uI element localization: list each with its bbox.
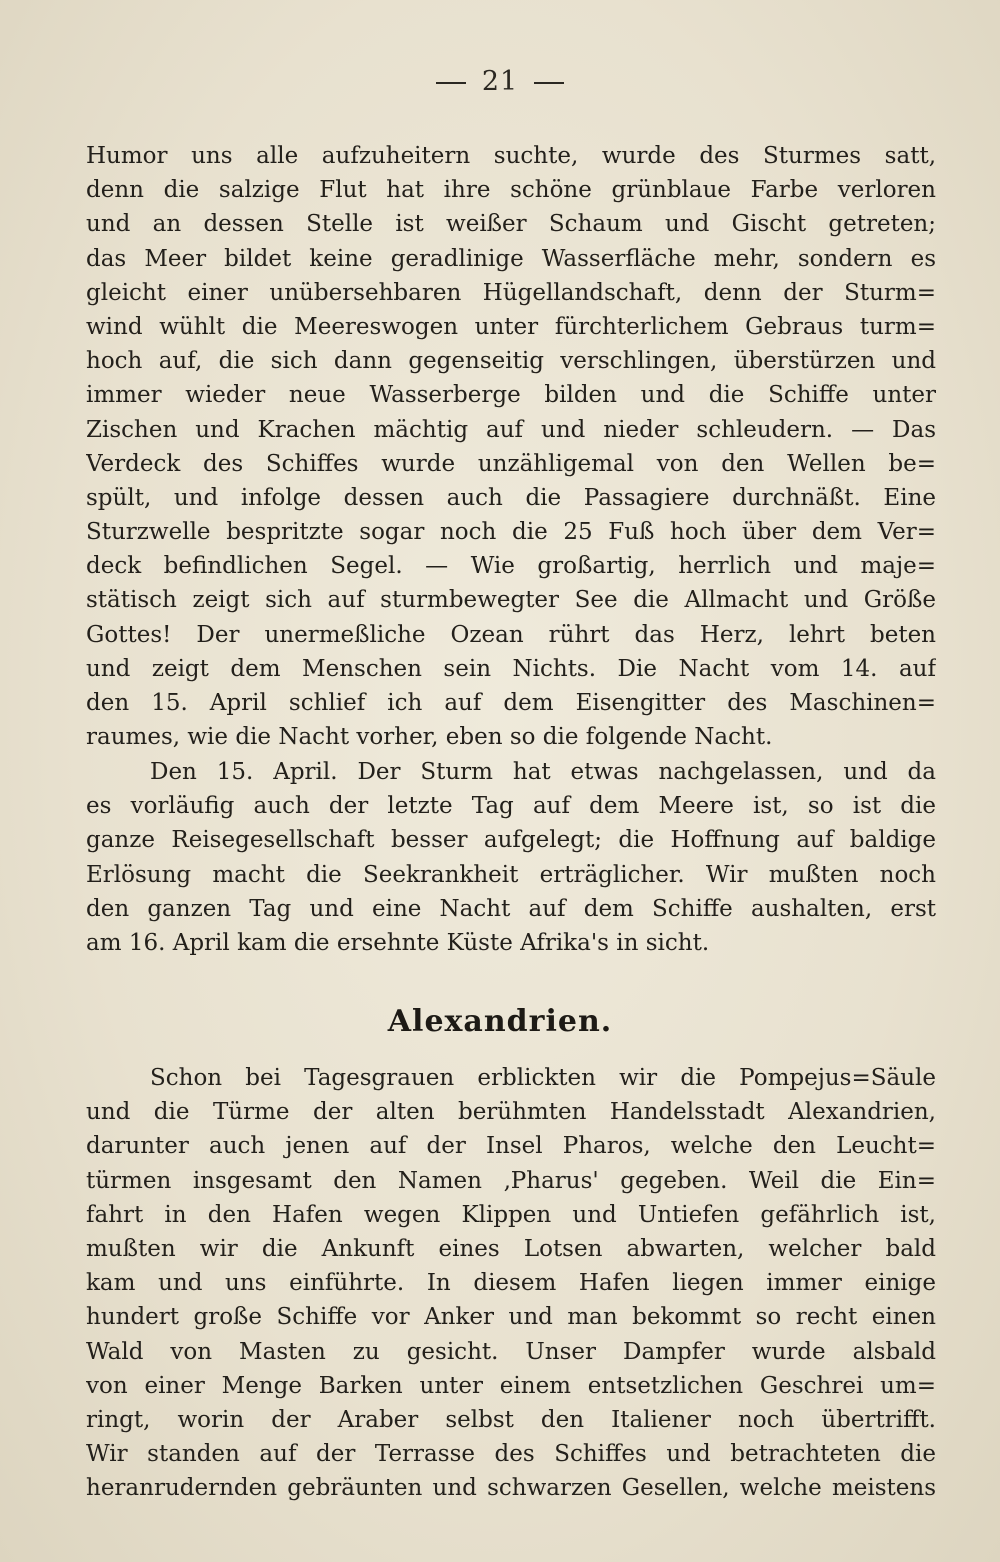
text-line: ringt, worin der Araber selbst den Italiener noch übertrifft.: [86, 1406, 936, 1433]
text-line: und die Türme der alten berühmten Handelsstadt Alexandrien,: [86, 1099, 936, 1126]
text-line: Schon bei Tagesgrauen erblickten wir die Pompejus=Säule: [150, 1065, 936, 1091]
text-line: denn die salzige Flut hat ihre schöne grünblaue Farbe verloren: [86, 177, 936, 204]
paragraph-april-15: [86, 755, 936, 960]
text-line: Gottes! Der unermeßliche Ozean rührt das Herz, lehrt beten: [86, 621, 936, 648]
text-line: gleicht einer unübersehbaren Hügellandschaft, denn der Sturm=: [86, 279, 936, 306]
text-line: den ganzen Tag und eine Nacht auf dem Schiffe aushalten, erst: [86, 895, 936, 922]
text-line: hoch auf, die sich dann gegenseitig verschlingen, überstürzen und: [86, 348, 936, 375]
paragraph-storm: [86, 139, 936, 754]
text-line: ganze Reisegesellschaft besser aufgelegt; die Hoffnung auf baldige: [86, 827, 936, 854]
paragraph-alexandria: [86, 1061, 936, 1505]
text-line: Erlösung macht die Seekrankheit erträglicher. Wir mußten noch: [86, 861, 936, 888]
text-line: Den 15. April. Der Sturm hat etwas nachgelassen, und da: [150, 759, 936, 785]
page-number: [0, 66, 1000, 97]
left-dash: [436, 82, 466, 84]
text-line: immer wieder neue Wasserberge bilden und die Schiffe unter: [86, 382, 936, 409]
section-heading: Alexandrien.: [387, 1004, 613, 1039]
text-line: Wir standen auf der Terrasse des Schiffes und betrachteten die: [86, 1441, 936, 1468]
text-line: Sturzwelle bespritzte sogar noch die 25 Fuß hoch über dem Ver=: [86, 519, 936, 546]
text-line: den 15. April schlief ich auf dem Eisengitter des Maschinen=: [86, 690, 936, 716]
text-line: deck befindlichen Segel. — Wie großartig, herrlich und maje=: [86, 553, 936, 580]
text-line: türmen insgesamt den Namen ‚Pharus' gegeben. Weil die Ein=: [86, 1167, 936, 1194]
page-number-value: 21: [481, 66, 519, 97]
text-line: Wald von Masten zu gesicht. Unser Dampfer wurde alsbald: [86, 1338, 936, 1365]
text-line: fahrt in den Hafen wegen Klippen und Untiefen gefährlich ist,: [86, 1201, 936, 1228]
text-line: spült, und infolge dessen auch die Passagiere durchnäßt. Eine: [86, 484, 936, 511]
text-line: und an dessen Stelle ist weißer Schaum und Gischt getreten;: [86, 211, 936, 238]
text-line: es vorläufig auch der letzte Tag auf dem Meere ist, so ist die: [86, 793, 936, 820]
text-line: heranrudernden gebräunten und schwarzen Gesellen, welche meistens: [86, 1475, 936, 1502]
text-line: Humor uns alle aufzuheitern suchte, wurde des Sturmes satt,: [86, 143, 936, 169]
text-line: von einer Menge Barken unter einem entsetzlichen Geschrei um=: [86, 1372, 936, 1399]
text-line: kam und uns einführte. In diesem Hafen liegen immer einige: [86, 1270, 936, 1297]
text-line: Verdeck des Schiffes wurde unzähligemal von den Wellen be=: [86, 450, 936, 477]
text-line: am 16. April kam die ersehnte Küste Afrika's in sicht.: [86, 929, 710, 956]
text-line: darunter auch jenen auf der Insel Pharos, welche den Leucht=: [86, 1133, 936, 1160]
text-line: mußten wir die Ankunft eines Lotsen abwarten, welcher bald: [86, 1235, 936, 1262]
text-line: raumes, wie die Nacht vorher, eben so die folgende Nacht.: [86, 724, 773, 751]
text-line: und zeigt dem Menschen sein Nichts. Die Nacht vom 14. auf: [86, 655, 936, 682]
right-dash: [534, 82, 564, 84]
text-line: Zischen und Krachen mächtig auf und nieder schleudern. — Das: [86, 416, 936, 443]
text-line: stätisch zeigt sich auf sturmbewegter See die Allmacht und Größe: [86, 587, 936, 614]
text-line: hundert große Schiffe vor Anker und man bekommt so recht einen: [86, 1304, 936, 1331]
text-line: wind wühlt die Meereswogen unter fürchterlichem Gebraus turm=: [86, 313, 936, 340]
text-line: das Meer bildet keine geradlinige Wasserfläche mehr, sondern es: [86, 245, 936, 272]
